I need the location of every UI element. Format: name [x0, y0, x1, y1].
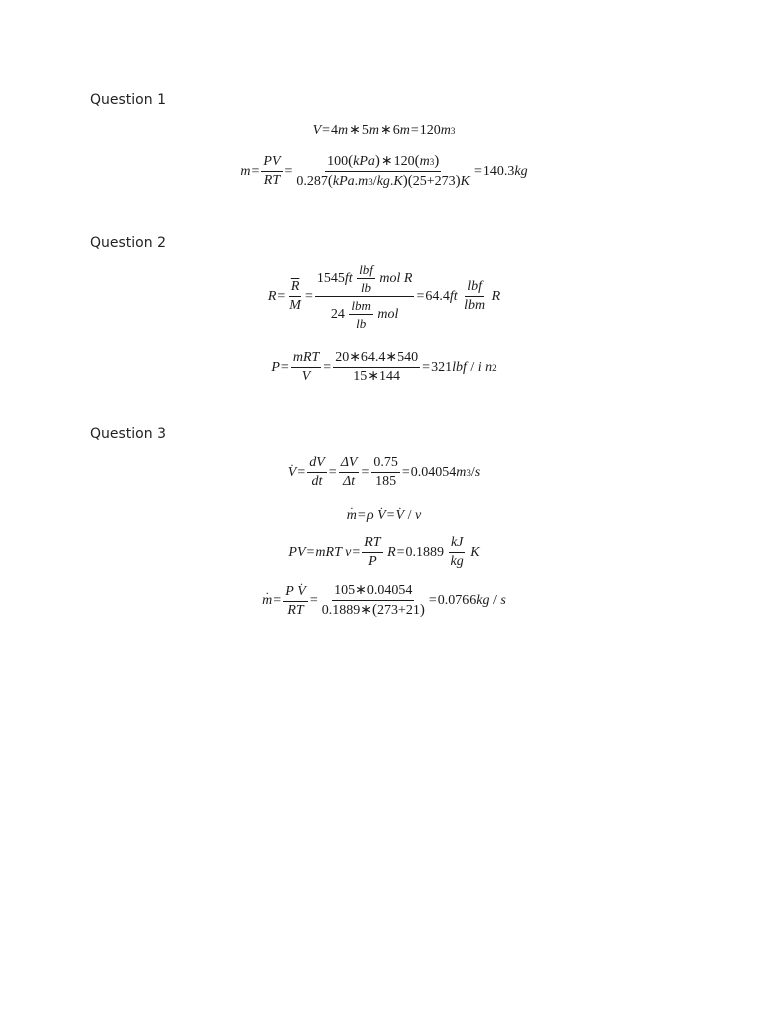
- question-2-heading: Question 2: [90, 235, 166, 251]
- q3-equation-mass-flow-definition: · m = ρ · V = · V / v: [0, 509, 768, 523]
- question-1-heading: Question 1: [90, 92, 166, 108]
- q1-equation-mass: m = $\frac{PV}{RT}$ = 100 ( kPa ) ∗ 120 ( m 3 ) 0.287 ( kPa . m 3 / kg . K ) ( 25+273 ) K = 140.3 kg: [240, 153, 528, 189]
- q3-equation-specific-gas-constant: PV = mRT v = $\frac{RT}{P}$ R = 0.1889 $\frac{kJ}{kg}$ K: [288, 535, 480, 569]
- q2-equation-pressure: P = $\frac{\text{mRT}}{V}$ = $\frac{20∗64.4∗540}{15∗144}$ = 321 lbf / i n 2: [271, 350, 497, 384]
- question-3-heading: Question 3: [90, 426, 166, 442]
- q3-equation-volume-flow: · V = $\frac{dV}{dt}$ = $\frac{\Delta V}{\Delta t}$ = $\frac{0.75}{185}$ = 0.04054 m 3 / s: [0, 456, 768, 489]
- q3-equation-mass-flow-result: · m = P · V RT = 105∗0.04054 0.1889∗ ( 273+21 ) = 0.0766 kg / s: [0, 584, 768, 618]
- q1-equation-volume: V = 4 m ∗ 5 m ∗ 6 m = 120 m 3: [312, 123, 456, 138]
- q2-equation-gas-constant: R = $\frac{\overline{R}}{M}$ = 1545 ft $\frac{\text{lbf}}{lb}$ mol R 24 $\frac{\text{lbm}}{lb}$ mol = 64.4 ft $\frac{\text{lbf}}{\text{lbm}}$ R: [267, 262, 501, 331]
